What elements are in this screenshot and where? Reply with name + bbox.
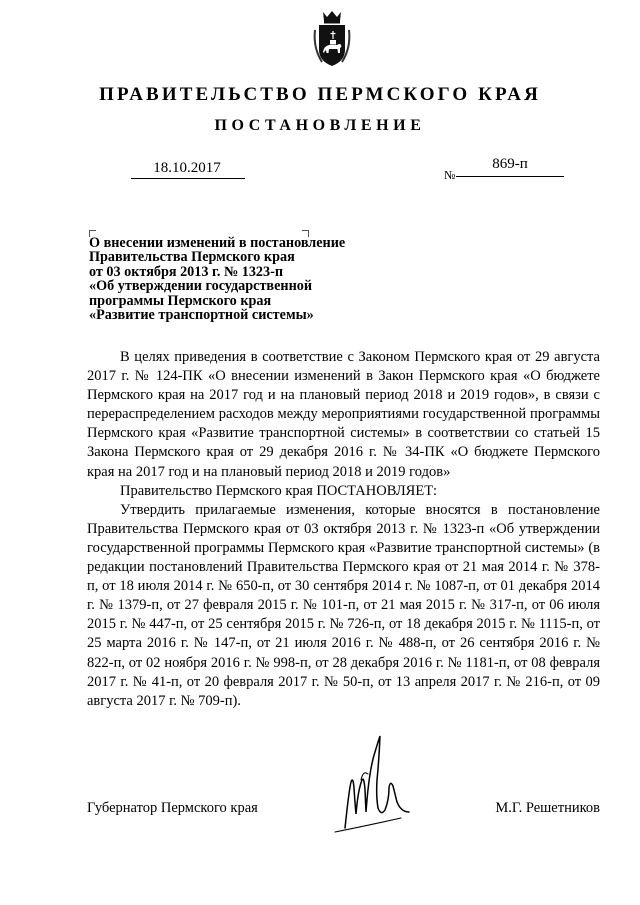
subject-line: О внесении изменений в постановление <box>89 235 346 251</box>
decree-body <box>87 348 600 711</box>
number-sign: № <box>444 168 456 182</box>
preamble-paragraph: В целях приведения в соответствие с Законом Пермского края от 29 августа 2017 г. № 124-ПК «О внесении изменений в Закон Пермского края «О бюджете Пермского края на 2017 год и на плановый период 2018 и 2019 годов», в связи с перераспределением расходов между мероприятиями государственной программы Пермского края «Развитие транспортной системы» в соответствии со статьей 15 Закона Пермского края от 29 декабря 2016 г. № 34-ПК «О бюджете Пермского края на 2017 год и на плановый период 2018 и 2019 годов» <box>87 349 600 480</box>
government-title: ПРАВИТЕЛЬСТВО ПЕРМСКОГО КРАЯ <box>99 84 541 105</box>
decree-number: 869-п <box>492 156 528 172</box>
decree-date: 18.10.2017 <box>153 160 221 176</box>
coat-of-arms-icon <box>310 8 354 70</box>
subject-line: от 03 октября 2013 г. № 1323-п <box>89 263 284 280</box>
signature-block <box>87 800 600 822</box>
decree-subject <box>89 236 389 322</box>
subject-line: программы Пермского края <box>89 292 272 309</box>
subject-line: «Об утверждении государственной <box>89 278 313 295</box>
resolution-paragraph: Утвердить прилагаемые изменения, которые вносятся в постановление Правительства Пермского края от 03 октября 2013 г. № 1323-п «Об утверждении государственной программы Пермского края «Развитие транспортной системы» (в редакции постановлений Правительства Пермского края от 21 мая 2014 г. № 378-п, от 18 июля 2014 г. № 650-п, от 30 сентября 2014 г. № 1087-п, от 01 декабря 2014 г. № 1379-п, от 27 февраля 2015 г. № 101-п, от 21 мая 2015 г. № 317-п, от 06 июля 2015 г. № 447-п, от 25 сентября 2015 г. № 726-п, от 18 декабря 2015 г. № 1115-п, от 25 марта 2016 г. № 147-п, от 21 июля 2016 г. № 488-п, от 26 сентября 2016 г. № 822-п, от 02 ноября 2016 г. № 998-п, от 28 декабря 2016 г. № 1181-п, от 08 февраля 2017 г. № 41-п, от 20 февраля 2017 г. № 50-п, от 13 апреля 2017 г. № 216-п, от 09 августа 2017 г. № 709-п). <box>87 501 600 709</box>
date-underline <box>131 178 245 179</box>
signatory-name: М.Г. Решетников <box>495 800 600 816</box>
subject-line: Правительства Пермского края <box>89 249 295 266</box>
number-underline <box>456 176 564 177</box>
resolution-declaration: Правительство Пермского края ПОСТАНОВЛЯЕТ: <box>120 482 438 499</box>
document-type-title: ПОСТАНОВЛЕНИЕ <box>214 117 426 134</box>
subject-line: «Развитие транспортной системы» <box>89 307 314 324</box>
signatory-position: Губернатор Пермского края <box>87 800 258 816</box>
